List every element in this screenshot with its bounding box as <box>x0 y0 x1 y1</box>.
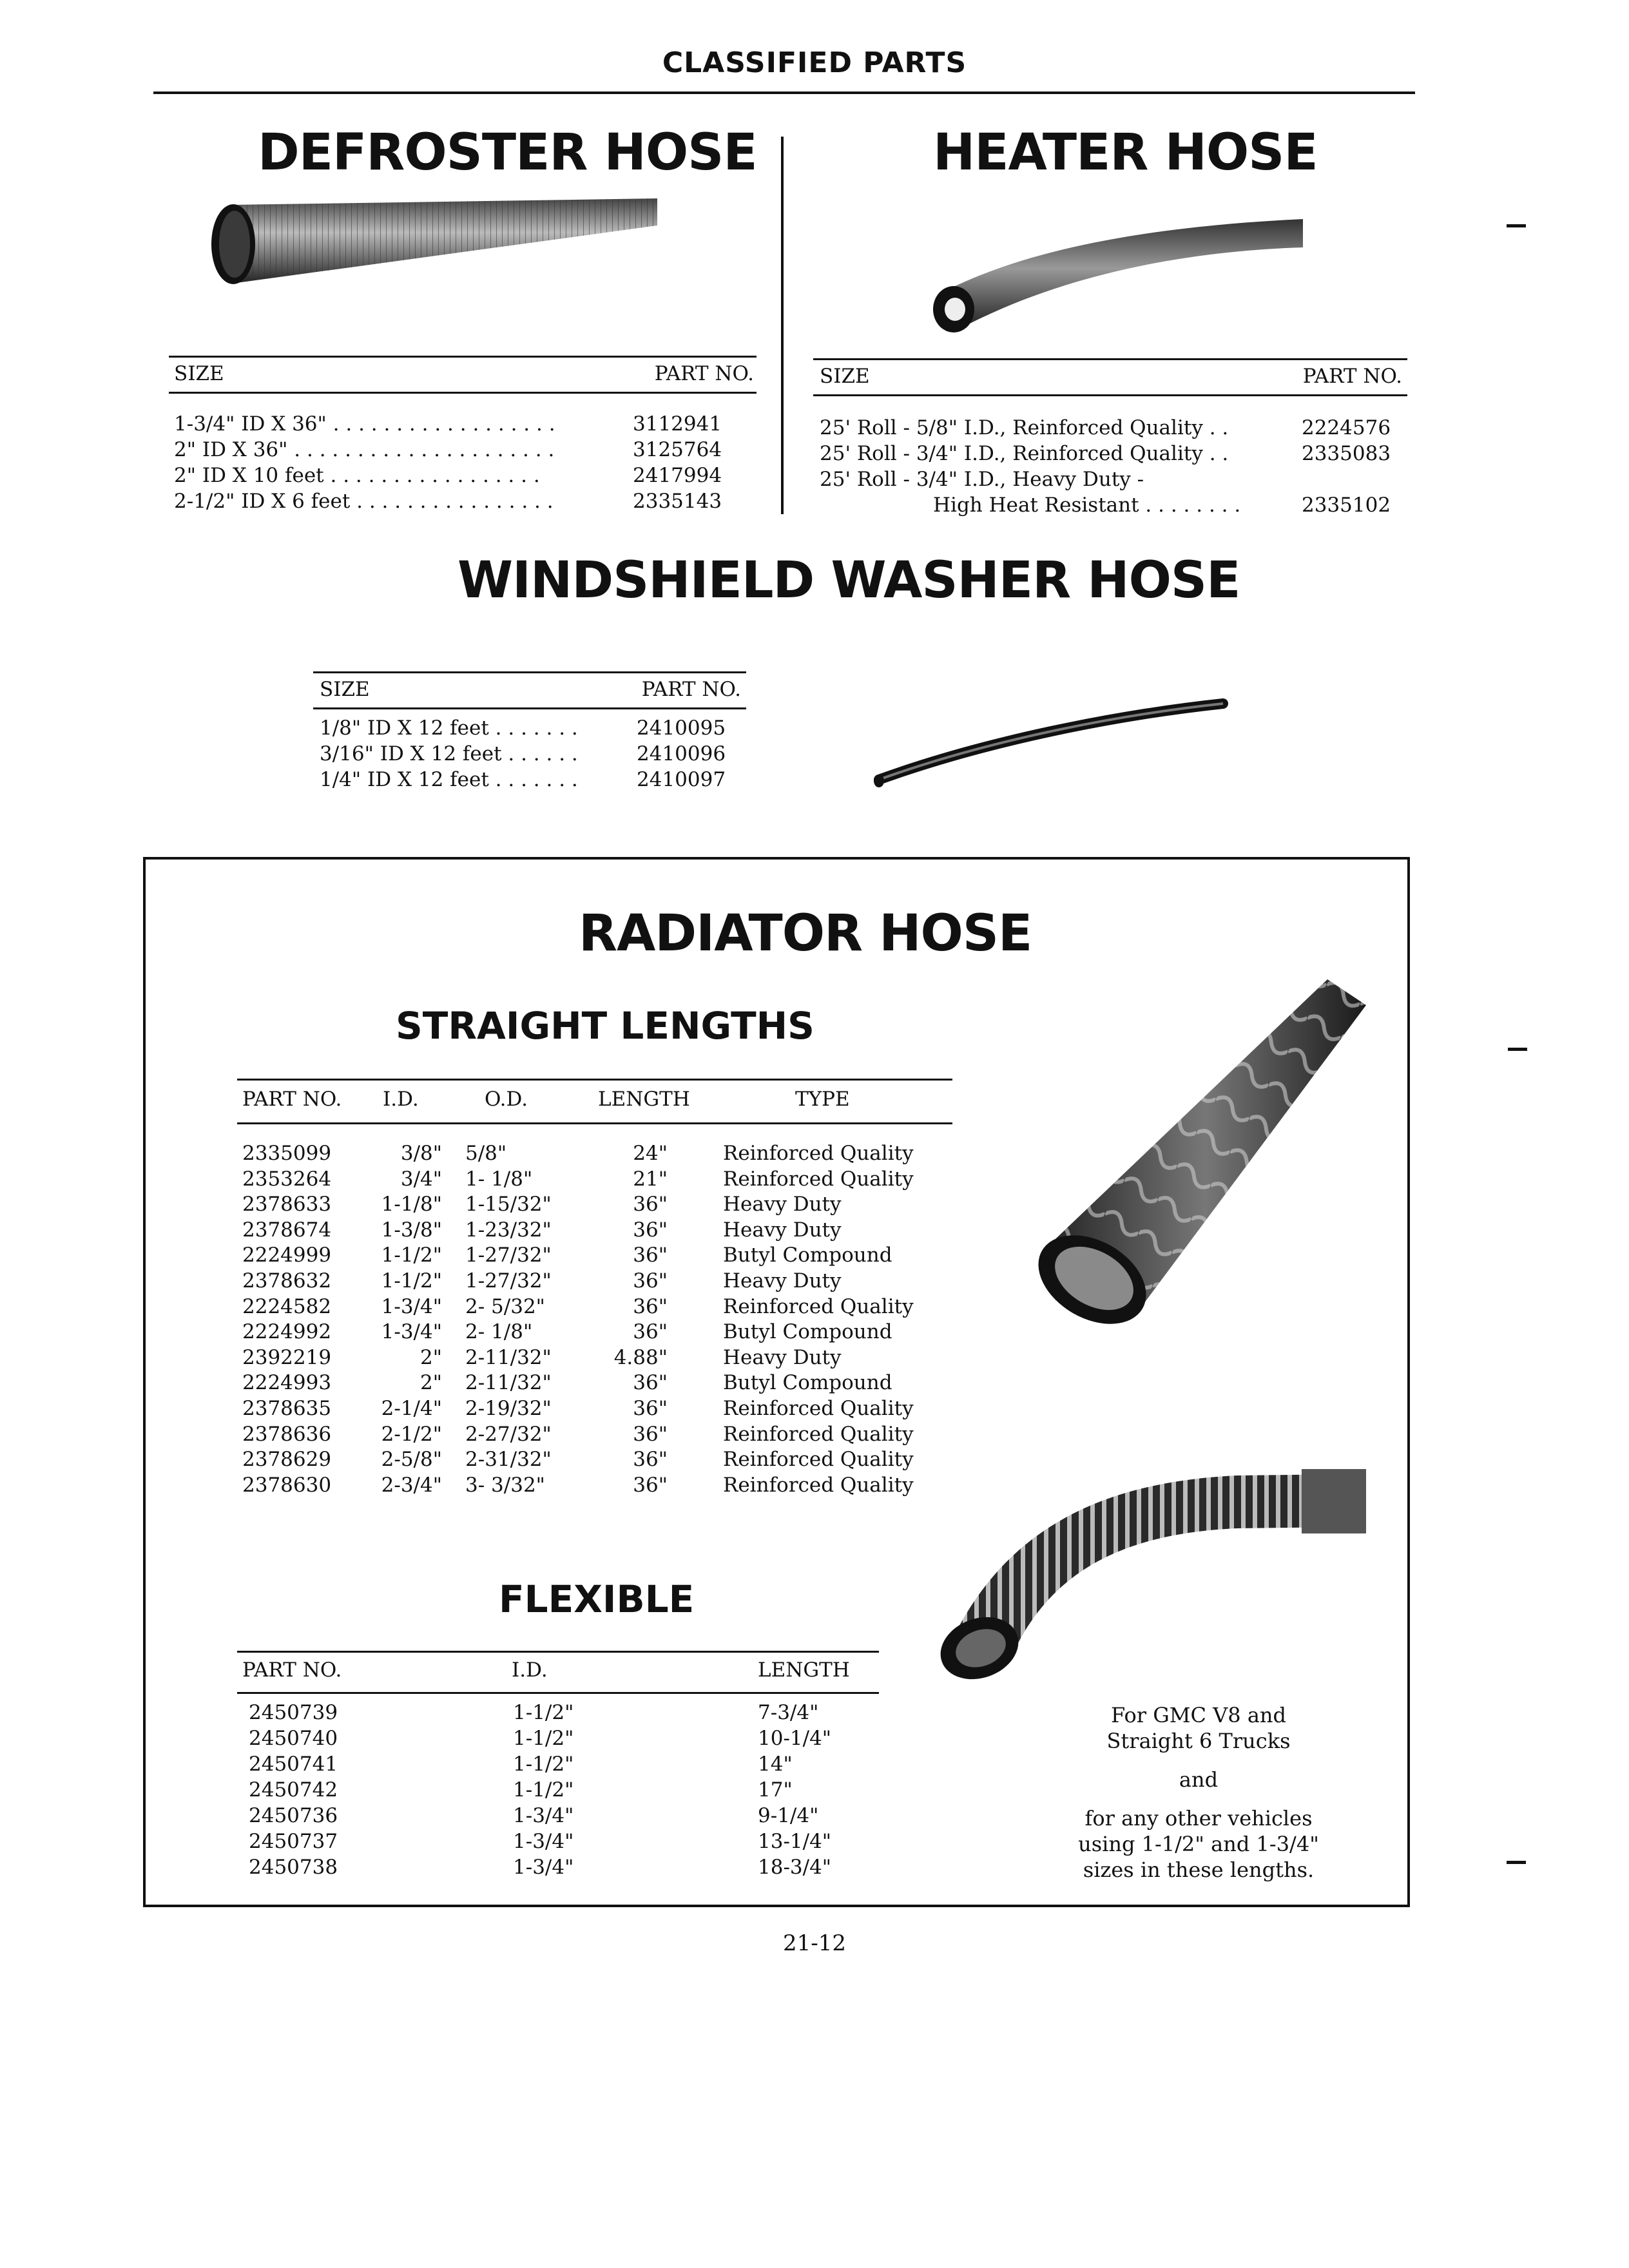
table-cell: 2-11/32" <box>465 1371 552 1394</box>
flexible-table-header-rule <box>237 1692 879 1694</box>
table-cell: Butyl Compound <box>723 1371 892 1394</box>
column-divider <box>781 137 784 514</box>
table-cell: 2" ID X 36" . . . . . . . . . . . . . . . . . . . . . <box>174 438 555 461</box>
table-cell: 10-1/4" <box>758 1727 832 1750</box>
table-cell: 2224992 <box>242 1320 332 1343</box>
table-cell: Reinforced Quality <box>723 1397 914 1420</box>
table-cell: 1-3/4" <box>381 1295 442 1318</box>
table-cell: Reinforced Quality <box>723 1448 914 1471</box>
table-cell: 25' Roll - 3/4" I.D., Heavy Duty - <box>820 468 1144 491</box>
table-cell: Heavy Duty <box>723 1193 842 1216</box>
washer-col-part: PART NO. <box>641 678 741 701</box>
table-cell: 14" <box>758 1753 793 1776</box>
table-cell: 1-1/2" <box>513 1701 574 1724</box>
table-cell: 18-3/4" <box>758 1856 832 1879</box>
table-cell: 2450736 <box>249 1804 338 1827</box>
table-cell: 1-1/2" <box>513 1778 574 1802</box>
table-cell: 2353264 <box>242 1168 332 1191</box>
table-cell: 2224582 <box>242 1295 332 1318</box>
page-header-title: CLASSIFIED PARTS <box>662 46 967 79</box>
note-line: and <box>1179 1767 1219 1792</box>
table-cell: 2-3/4" <box>381 1474 442 1497</box>
table-cell: 2-1/2" ID X 6 feet . . . . . . . . . . . . . . . . <box>174 490 554 513</box>
defroster-table-top-rule <box>169 356 757 358</box>
table-cell: 5/8" <box>465 1142 507 1165</box>
table-cell: 2" ID X 10 feet . . . . . . . . . . . . . . . . . <box>174 464 540 487</box>
defroster-col-size: SIZE <box>174 362 224 385</box>
table-cell: 36" <box>633 1244 668 1267</box>
table-cell: 1- 1/8" <box>465 1168 533 1191</box>
table-cell: Heavy Duty <box>723 1346 842 1369</box>
table-cell: 2335099 <box>242 1142 332 1165</box>
table-cell: 36" <box>633 1193 668 1216</box>
table-cell: 2-31/32" <box>465 1448 552 1471</box>
heater-table-header-rule <box>813 394 1407 396</box>
table-cell: High Heat Resistant . . . . . . . . <box>933 494 1241 517</box>
heater-table-top-rule <box>813 358 1407 360</box>
header-rule <box>153 91 1415 94</box>
table-cell: 3/8" <box>400 1142 442 1165</box>
table-cell: 2378633 <box>242 1193 332 1216</box>
table-cell: 1-1/2" <box>513 1727 574 1750</box>
table-cell: Reinforced Quality <box>723 1142 914 1165</box>
table-cell: 1-27/32" <box>465 1269 552 1293</box>
note-line: For GMC V8 and <box>1111 1703 1286 1727</box>
table-cell: 2450737 <box>249 1830 338 1853</box>
table-cell: 2450739 <box>249 1701 338 1724</box>
defroster-hose-title: DEFROSTER HOSE <box>258 124 757 182</box>
washer-hose-title: WINDSHIELD WASHER HOSE <box>458 552 1240 610</box>
table-cell: 1-3/4" <box>513 1830 574 1853</box>
heater-col-part: PART NO. <box>1302 365 1402 388</box>
table-cell: 7-3/4" <box>758 1701 819 1724</box>
table-cell: 2450740 <box>249 1727 338 1750</box>
washer-table-top-rule <box>313 671 746 673</box>
table-cell: 2224993 <box>242 1371 332 1394</box>
table-cell: 2410095 <box>637 716 726 740</box>
table-cell: 2378630 <box>242 1474 332 1497</box>
straight-table-top-rule <box>237 1079 952 1081</box>
margin-mark <box>1507 224 1526 227</box>
straight-col-id: I.D. <box>383 1088 419 1111</box>
table-cell: 36" <box>633 1448 668 1471</box>
washer-col-size: SIZE <box>320 678 370 701</box>
table-cell: 1-3/4" <box>513 1856 574 1879</box>
table-cell: 2410097 <box>637 768 726 791</box>
table-cell: 36" <box>633 1218 668 1242</box>
straight-col-type: TYPE <box>795 1088 850 1111</box>
table-cell: 1-3/4" <box>381 1320 442 1343</box>
table-cell: 1-27/32" <box>465 1244 552 1267</box>
heater-hose-title: HEATER HOSE <box>933 124 1318 182</box>
straight-col-length: LENGTH <box>598 1088 690 1111</box>
table-cell: 2-1/4" <box>381 1397 442 1420</box>
table-cell: 36" <box>633 1295 668 1318</box>
table-cell: 2450742 <box>249 1778 338 1802</box>
table-cell: 2224576 <box>1302 416 1391 439</box>
table-cell: Reinforced Quality <box>723 1295 914 1318</box>
straight-lengths-title: STRAIGHT LENGTHS <box>396 1004 815 1048</box>
table-cell: 2378635 <box>242 1397 332 1420</box>
table-cell: 2-19/32" <box>465 1397 552 1420</box>
table-cell: 17" <box>758 1778 793 1802</box>
table-cell: 2- 5/32" <box>465 1295 545 1318</box>
table-cell: 3- 3/32" <box>465 1474 545 1497</box>
table-cell: 36" <box>633 1269 668 1293</box>
note-line: using 1-1/2" and 1-3/4" <box>1078 1832 1319 1856</box>
table-cell: 1-3/8" <box>381 1218 442 1242</box>
flexible-title: FLEXIBLE <box>499 1577 695 1621</box>
note-line: Straight 6 Trucks <box>1106 1729 1291 1753</box>
table-cell: 1-3/4" ID X 36" . . . . . . . . . . . . . . . . . . <box>174 412 555 436</box>
table-cell: 2" <box>420 1346 442 1369</box>
table-cell: 2" <box>420 1371 442 1394</box>
table-cell: 36" <box>633 1423 668 1446</box>
flexible-col-part-no: PART NO. <box>242 1658 342 1682</box>
table-cell: 2- 1/8" <box>465 1320 533 1343</box>
table-cell: 1-1/8" <box>381 1193 442 1216</box>
page-number: 21-12 <box>782 1930 846 1956</box>
table-cell: 21" <box>633 1168 668 1191</box>
table-cell: 2-5/8" <box>381 1448 442 1471</box>
table-cell: 3125764 <box>633 438 722 461</box>
margin-mark <box>1508 1048 1527 1051</box>
table-cell: 3112941 <box>633 412 722 436</box>
washer-table-header-rule <box>313 707 746 709</box>
table-cell: 9-1/4" <box>758 1804 819 1827</box>
table-cell: 1-1/2" <box>513 1753 574 1776</box>
flexible-col-id: I.D. <box>512 1658 548 1682</box>
table-cell: Reinforced Quality <box>723 1423 914 1446</box>
table-cell: 2-11/32" <box>465 1346 552 1369</box>
straight-radiator-hose-image <box>1025 966 1373 1327</box>
table-cell: 36" <box>633 1397 668 1420</box>
table-cell: 2335102 <box>1302 494 1391 517</box>
table-cell: 1-1/2" <box>381 1269 442 1293</box>
washer-hose-image <box>870 689 1231 799</box>
table-cell: 24" <box>633 1142 668 1165</box>
table-cell: 2224999 <box>242 1244 332 1267</box>
table-cell: 36" <box>633 1371 668 1394</box>
table-cell: 4.88" <box>613 1346 668 1369</box>
table-cell: 2410096 <box>637 742 726 765</box>
defroster-hose-image <box>206 187 670 303</box>
defroster-table-header-rule <box>169 392 757 394</box>
table-cell: 1/4" ID X 12 feet . . . . . . . <box>320 768 578 791</box>
table-cell: 13-1/4" <box>758 1830 832 1853</box>
flexible-table-top-rule <box>237 1651 879 1653</box>
table-cell: Butyl Compound <box>723 1244 892 1267</box>
table-cell: 2335143 <box>633 490 722 513</box>
table-cell: 2-27/32" <box>465 1423 552 1446</box>
table-cell: 1-3/4" <box>513 1804 574 1827</box>
table-cell: 2378674 <box>242 1218 332 1242</box>
table-cell: 36" <box>633 1474 668 1497</box>
straight-col-part-no: PART NO. <box>242 1088 342 1111</box>
margin-mark <box>1507 1861 1526 1864</box>
table-cell: 2450741 <box>249 1753 338 1776</box>
table-cell: Heavy Duty <box>723 1218 842 1242</box>
table-cell: 2392219 <box>242 1346 332 1369</box>
table-cell: 1/8" ID X 12 feet . . . . . . . <box>320 716 578 740</box>
table-cell: 2450738 <box>249 1856 338 1879</box>
table-cell: 2-1/2" <box>381 1423 442 1446</box>
table-cell: 2378632 <box>242 1269 332 1293</box>
table-cell: 1-1/2" <box>381 1244 442 1267</box>
table-cell: 25' Roll - 3/4" I.D., Reinforced Quality . . <box>820 442 1229 465</box>
table-cell: 36" <box>633 1320 668 1343</box>
table-cell: 1-23/32" <box>465 1218 552 1242</box>
table-cell: Butyl Compound <box>723 1320 892 1343</box>
defroster-col-part: PART NO. <box>654 362 754 385</box>
table-cell: 2335083 <box>1302 442 1391 465</box>
note-line: sizes in these lengths. <box>1083 1858 1315 1882</box>
table-cell: 2378636 <box>242 1423 332 1446</box>
straight-table-header-rule <box>237 1122 952 1124</box>
table-cell: 2378629 <box>242 1448 332 1471</box>
heater-hose-image <box>909 200 1315 341</box>
table-cell: Reinforced Quality <box>723 1474 914 1497</box>
radiator-hose-title: RADIATOR HOSE <box>579 905 1032 963</box>
table-cell: 1-15/32" <box>465 1193 552 1216</box>
note-line: for any other vehicles <box>1084 1806 1313 1831</box>
straight-col-od: O.D. <box>485 1088 528 1111</box>
heater-col-size: SIZE <box>820 365 870 388</box>
table-cell: 2417994 <box>633 464 722 487</box>
flexible-col-length: LENGTH <box>758 1658 850 1682</box>
table-cell: Reinforced Quality <box>723 1168 914 1191</box>
table-cell: 25' Roll - 5/8" I.D., Reinforced Quality . . <box>820 416 1229 439</box>
flexible-radiator-hose-image <box>928 1443 1379 1682</box>
table-cell: 3/4" <box>400 1168 442 1191</box>
table-cell: 3/16" ID X 12 feet . . . . . . <box>320 742 578 765</box>
table-cell: Heavy Duty <box>723 1269 842 1293</box>
